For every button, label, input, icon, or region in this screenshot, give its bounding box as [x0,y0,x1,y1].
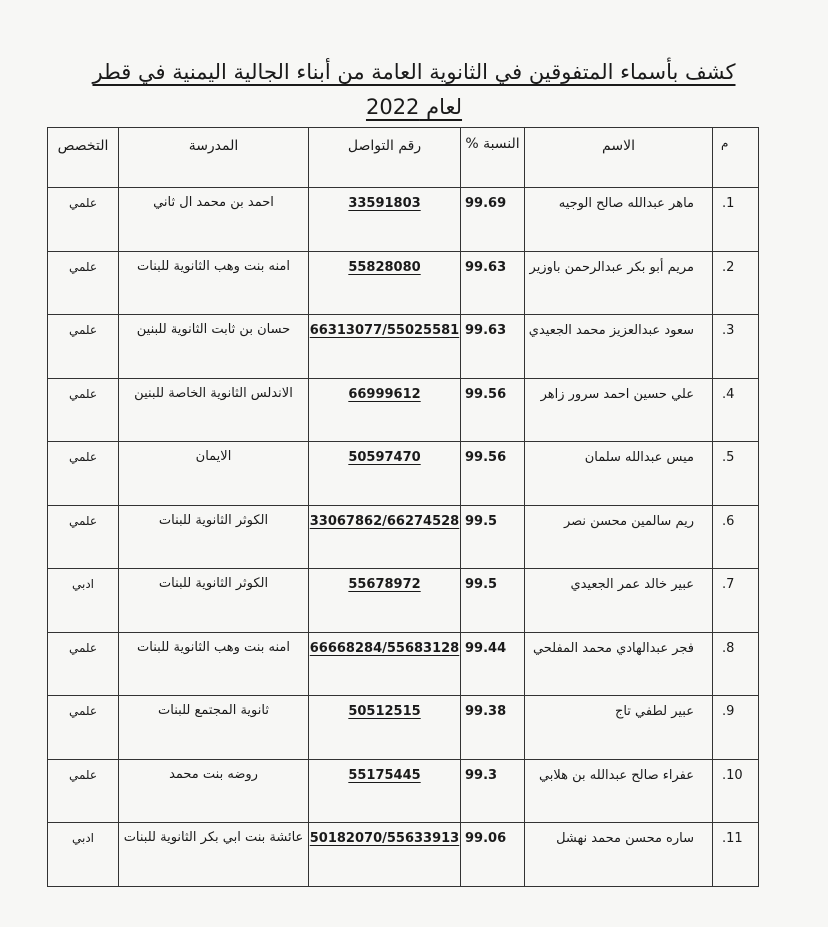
cell-spec [48,442,119,506]
cell-school [119,505,309,569]
honor-students-table [47,127,759,887]
table-row [48,442,759,506]
cell-num [713,442,759,506]
num-text: 1. [722,196,735,212]
num-text: 6. [722,513,735,529]
school-text: الايمان [195,449,232,465]
school-text: حسان بن ثابت الثانوية للبنين [136,322,291,338]
spec-text: ادبي [71,831,95,846]
phone-text: 33591803 [348,196,421,212]
num-text: 5. [722,450,735,466]
school-text: الكوثر الثانوية للبنات [158,576,269,592]
cell-phone [309,759,461,823]
num-text: 7. [722,577,735,593]
cell-pct [461,505,525,569]
name-text: علي حسين احمد سرور زاهر [540,386,694,402]
table-row [48,505,759,569]
cell-num [713,823,759,887]
header-num: م [713,128,759,188]
cell-name [525,823,713,887]
spec-text: علمي [68,767,98,782]
table-row [48,251,759,315]
cell-phone [309,696,461,760]
cell-school [119,378,309,442]
document-title: كشف بأسماء المتفوقين في الثانوية العامة من أبناء الجالية اليمنية في قطر [92,60,736,84]
cell-name [525,442,713,506]
cell-school [119,188,309,252]
school-text: احمد بن محمد ال ثاني [153,195,274,211]
name-text: مريم أبو بكر عبدالرحمن باوزير [529,259,694,275]
phone-text: 50597470 [348,450,421,466]
cell-spec [48,505,119,569]
cell-num [713,569,759,633]
phone-text: 55678972 [348,577,421,593]
cell-num [713,759,759,823]
cell-pct [461,632,525,696]
school-text: روضه بنت محمد [169,766,258,782]
spec-text: علمي [68,450,98,465]
cell-spec [48,251,119,315]
name-text: ساره محسن محمد نهشل [556,831,694,847]
pct-text: 99.3 [465,767,498,783]
header-spec: التخصص [48,128,119,188]
cell-spec [48,315,119,379]
table-row [48,759,759,823]
cell-name [525,251,713,315]
phone-text: 50182070/55633913 [309,831,460,847]
pct-text: 99.69 [465,196,507,212]
pct-text: 99.63 [465,323,507,339]
spec-text: علمي [68,640,98,655]
pct-text: 99.38 [465,704,507,720]
table-row [48,378,759,442]
cell-school [119,569,309,633]
phone-text: 50512515 [348,704,421,720]
cell-name [525,696,713,760]
name-text: عبير لطفي تاج [614,704,694,720]
school-text: عائشة بنت ابي بكر الثانوية للبنات [123,830,304,846]
cell-school [119,442,309,506]
cell-phone [309,188,461,252]
pct-text: 99.56 [465,450,507,466]
name-text: ريم سالمين محسن نصر [563,513,694,529]
table-row [48,188,759,252]
spec-text: علمي [68,196,98,211]
num-text: 11. [722,831,743,847]
pct-text: 99.5 [465,513,498,529]
cell-num [713,696,759,760]
cell-spec [48,696,119,760]
school-text: ثانوية المجتمع للبنات [158,703,269,719]
table-row [48,696,759,760]
name-text: عبير خالد عمر الجعيدي [570,577,694,593]
phone-text: 66313077/55025581 [309,323,460,339]
cell-pct [461,696,525,760]
phone-text: 55175445 [348,767,421,783]
cell-phone [309,505,461,569]
name-text: عفراء صالح عبدالله بن هلابي [538,767,694,783]
num-text: 4. [722,386,735,402]
cell-num [713,315,759,379]
cell-name [525,378,713,442]
cell-phone [309,442,461,506]
cell-pct [461,759,525,823]
pct-text: 99.63 [465,259,507,275]
table-header-row [48,128,759,188]
school-text: الكوثر الثانوية للبنات [158,512,269,528]
cell-school [119,696,309,760]
num-text: 2. [722,259,735,275]
cell-pct [461,569,525,633]
header-pct: النسبة % [461,128,525,188]
cell-num [713,632,759,696]
header-school: المدرسة [119,128,309,188]
cell-phone [309,378,461,442]
cell-name [525,759,713,823]
table-row [48,315,759,379]
cell-name [525,505,713,569]
cell-name [525,315,713,379]
cell-phone [309,569,461,633]
header-phone: رقم التواصل [309,128,461,188]
cell-spec [48,188,119,252]
pct-text: 99.56 [465,386,507,402]
phone-text: 33067862/66274528 [309,513,460,529]
spec-text: علمي [68,704,98,719]
cell-school [119,759,309,823]
cell-phone [309,251,461,315]
num-text: 10. [722,767,743,783]
spec-text: علمي [68,259,98,274]
cell-name [525,569,713,633]
cell-spec [48,632,119,696]
cell-num [713,378,759,442]
cell-pct [461,378,525,442]
num-text: 9. [722,704,735,720]
school-text: امنه بنت وهب الثانوية للبنات [137,639,290,655]
cell-pct [461,251,525,315]
phone-text: 66999612 [348,386,421,402]
num-text: 8. [722,640,735,656]
pct-text: 99.5 [465,577,498,593]
spec-text: ادبي [71,577,95,592]
cell-spec [48,378,119,442]
header-name: الاسم [525,128,713,188]
cell-spec [48,759,119,823]
cell-name [525,188,713,252]
cell-phone [309,632,461,696]
cell-phone [309,823,461,887]
cell-spec [48,823,119,887]
cell-school [119,251,309,315]
spec-text: علمي [68,513,98,528]
name-text: سعود عبدالعزيز محمد الجعيدي [528,323,694,339]
pct-text: 99.06 [465,831,507,847]
num-text: 3. [722,323,735,339]
cell-pct [461,315,525,379]
cell-pct [461,188,525,252]
spec-text: علمي [68,323,98,338]
name-text: ماهر عبدالله صالح الوجيه [558,196,694,212]
school-text: الاندلس الثانوية الخاصة للبنين [134,385,293,401]
phone-text: 66668284/55683128 [309,640,460,656]
pct-text: 99.44 [465,640,507,656]
cell-spec [48,569,119,633]
cell-school [119,632,309,696]
cell-school [119,823,309,887]
school-text: امنه بنت وهب الثانوية للبنات [137,258,290,274]
document-year: لعام 2022 [365,95,463,119]
cell-phone [309,315,461,379]
cell-name [525,632,713,696]
name-text: ميس عبدالله سلمان [584,450,694,466]
name-text: فجر عبدالهادي محمد المفلحي [532,640,694,656]
table-row [48,569,759,633]
cell-num [713,188,759,252]
cell-num [713,505,759,569]
table-row [48,632,759,696]
spec-text: علمي [68,386,98,401]
cell-num [713,251,759,315]
phone-text: 55828080 [348,259,421,275]
table-row [48,823,759,887]
cell-pct [461,823,525,887]
cell-pct [461,442,525,506]
cell-school [119,315,309,379]
